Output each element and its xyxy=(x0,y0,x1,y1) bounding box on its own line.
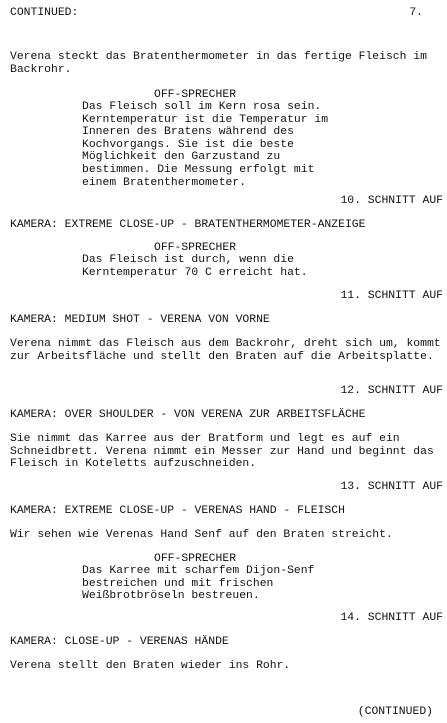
action-line: Verena stellt den Braten wieder ins Rohr. xyxy=(10,660,291,672)
dialogue-text: Das Fleisch soll im Kern rosa sein. Kerntemperatur ist die Temperatur im Inneren des Bratens während des Kochvorgangs. Sie ist die beste Möglichkeit den Garzustand zu bestimmen. Die Messung erfolgt mit einem Bratenthermometer. xyxy=(82,101,329,189)
action-line: Sie nimmt das Karree aus der Bratform und legt es auf ein Schneidbrett. Verena nimmt ein Messer zur Hand und beginnt das Fleisch in Koteletts aufzuschneiden. xyxy=(10,433,434,471)
camera-heading: KAMERA: MEDIUM SHOT - VERENA VON VORNE xyxy=(10,314,270,326)
cut-transition: 14. SCHNITT AUF xyxy=(340,612,443,624)
speaker-name: OFF-SPRECHER xyxy=(154,242,237,254)
dialogue-text: Das Karree mit scharfem Dijon-Senf bestreichen und mit frischen Weißbrotbröseln bestreuen. xyxy=(82,565,315,603)
page-number: 7. xyxy=(409,7,423,19)
header-continued: CONTINUED: xyxy=(10,7,79,19)
action-line: Wir sehen wie Verenas Hand Senf auf den Braten streicht. xyxy=(10,529,393,541)
cut-transition: 13. SCHNITT AUF xyxy=(340,481,443,493)
cut-transition: 12. SCHNITT AUF xyxy=(340,385,443,397)
dialogue-text: Das Fleisch ist durch, wenn die Kerntemperatur 70 C erreicht hat. xyxy=(82,254,308,279)
camera-heading: KAMERA: EXTREME CLOSE-UP - BRATENTHERMOMETER-ANZEIGE xyxy=(10,219,366,231)
action-line: Verena steckt das Bratenthermometer in das fertige Fleisch im Backrohr. xyxy=(10,51,427,76)
footer-continued: (CONTINUED) xyxy=(357,706,433,718)
speaker-name: OFF-SPRECHER xyxy=(154,553,237,565)
camera-heading: KAMERA: EXTREME CLOSE-UP - VERENAS HAND - FLEISCH xyxy=(10,505,345,517)
camera-heading: KAMERA: OVER SHOULDER - VON VERENA ZUR ARBEITSFLÄCHE xyxy=(10,409,366,421)
speaker-name: OFF-SPRECHER xyxy=(154,89,237,101)
cut-transition: 11. SCHNITT AUF xyxy=(340,290,443,302)
action-line: Verena nimmt das Fleisch aus dem Backrohr, dreht sich um, kommt zur Arbeitsfläche und stellt den Braten auf die Arbeitsplatte. xyxy=(10,338,441,363)
cut-transition: 10. SCHNITT AUF xyxy=(340,195,443,207)
camera-heading: KAMERA: CLOSE-UP - VERENAS HÄNDE xyxy=(10,636,229,648)
